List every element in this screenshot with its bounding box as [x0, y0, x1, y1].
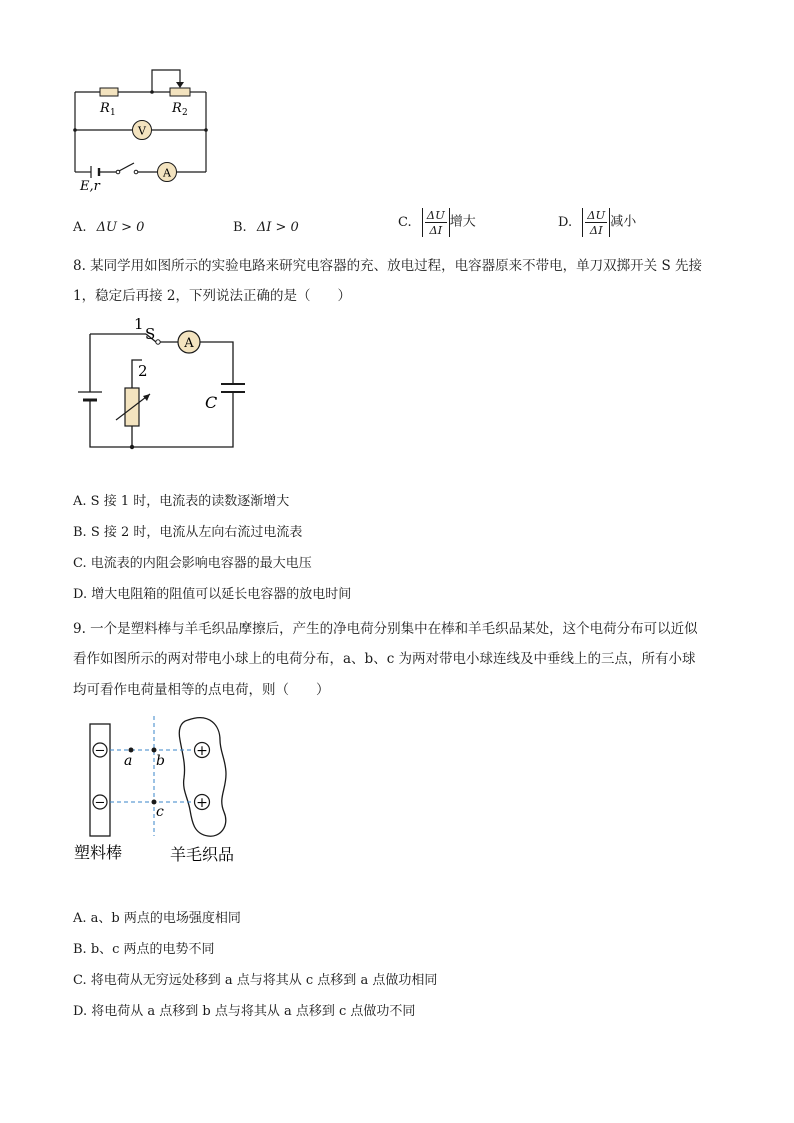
q9-option-d[interactable]: D. 将电荷从 a 点移到 b 点与将其从 a 点移到 c 点做功不同 — [73, 1004, 416, 1019]
point-c-label: c — [156, 804, 164, 820]
q8-option-b[interactable]: B. S 接 2 时，电流从左向右流过电流表 — [73, 525, 303, 540]
terminal-2-label: 2 — [138, 362, 148, 380]
r1-label: R — [100, 101, 110, 116]
absolute-value-bars — [422, 208, 450, 237]
q8-circuit-diagram — [70, 312, 250, 457]
q8-option-d[interactable]: D. 增大电阻箱的阻值可以延长电容器的放电时间 — [73, 587, 352, 602]
voltmeter-symbol: V — [138, 124, 146, 138]
option-suffix: 减小 — [610, 214, 637, 230]
option-letter: A. — [73, 220, 87, 235]
q9-stem-line-2: 看作如图所示的两对带电小球上的电荷分布，a、b、c 为两对带电小球连线及中垂线上的三点，所有小球 — [73, 651, 696, 667]
ammeter-symbol: A — [163, 166, 171, 180]
r2-label: R — [172, 101, 182, 116]
option-text: ΔU > 0 — [96, 220, 145, 235]
q8-stem-line-2: 1，稳定后再接 2，下列说法正确的是（ ） — [73, 288, 351, 304]
q7-option-c[interactable] — [398, 208, 476, 237]
q9-stem-line-3: 均可看作电荷量相等的点电荷，则（ ） — [73, 682, 330, 698]
fraction — [425, 208, 447, 237]
option-letter: D. — [558, 214, 573, 230]
q8-option-a[interactable]: A. S 接 1 时，电流表的读数逐渐增大 — [73, 494, 290, 509]
capacitor-label: C — [205, 393, 218, 412]
q7-option-a[interactable] — [73, 219, 144, 237]
plus-charge-symbol: + — [196, 743, 208, 759]
wool-label: 羊毛织品 — [170, 845, 235, 864]
fraction-denominator: ΔI — [429, 223, 443, 237]
fraction-numerator: ΔU — [426, 208, 445, 222]
q9-option-c[interactable]: C. 将电荷从无穷远处移到 a 点与将其从 c 点移到 a 点做功相同 — [73, 973, 438, 988]
minus-charge-symbol: − — [94, 795, 106, 811]
option-text: ΔI > 0 — [256, 220, 299, 235]
q9-stem-line-1: 9. 一个是塑料棒与羊毛织品摩擦后，产生的净电荷分别集中在棒和羊毛织品某处，这个电荷分布可以近似 — [73, 621, 698, 637]
terminal-1-label: 1 — [134, 315, 144, 333]
r2-subscript: 2 — [182, 108, 188, 118]
point-b-label: b — [156, 753, 165, 769]
absolute-value-bars — [582, 208, 610, 237]
fraction-denominator: ΔI — [589, 223, 603, 237]
switch-label: S — [145, 325, 156, 343]
q7-option-d[interactable] — [558, 208, 636, 237]
fraction-numerator: ΔU — [587, 208, 606, 222]
q8-option-c[interactable]: C. 电流表的内阻会影响电容器的最大电压 — [73, 556, 312, 571]
q9-option-b[interactable]: B. b、c 两点的电势不同 — [73, 942, 215, 957]
ammeter-symbol: A — [184, 336, 194, 351]
r1-subscript: 1 — [110, 108, 116, 118]
option-letter: B. — [233, 220, 247, 235]
q7-option-b[interactable] — [233, 219, 299, 237]
q7-circuit-diagram — [60, 62, 220, 192]
q8-stem-line-1: 8. 某同学用如图所示的实验电路来研究电容器的充、放电过程，电容器原来不带电，单刀双掷开关 S 先接 — [73, 258, 703, 274]
minus-charge-symbol: − — [94, 743, 106, 759]
plus-charge-symbol: + — [196, 795, 208, 811]
option-suffix: 增大 — [449, 214, 476, 230]
option-letter: C. — [398, 214, 412, 230]
source-label: E,r — [80, 179, 100, 192]
q9-charge-diagram — [70, 712, 260, 867]
plastic-rod-label: 塑料棒 — [74, 843, 123, 862]
point-a-label: a — [124, 753, 133, 769]
fraction — [585, 208, 607, 237]
q9-option-a[interactable]: A. a、b 两点的电场强度相同 — [73, 911, 241, 926]
